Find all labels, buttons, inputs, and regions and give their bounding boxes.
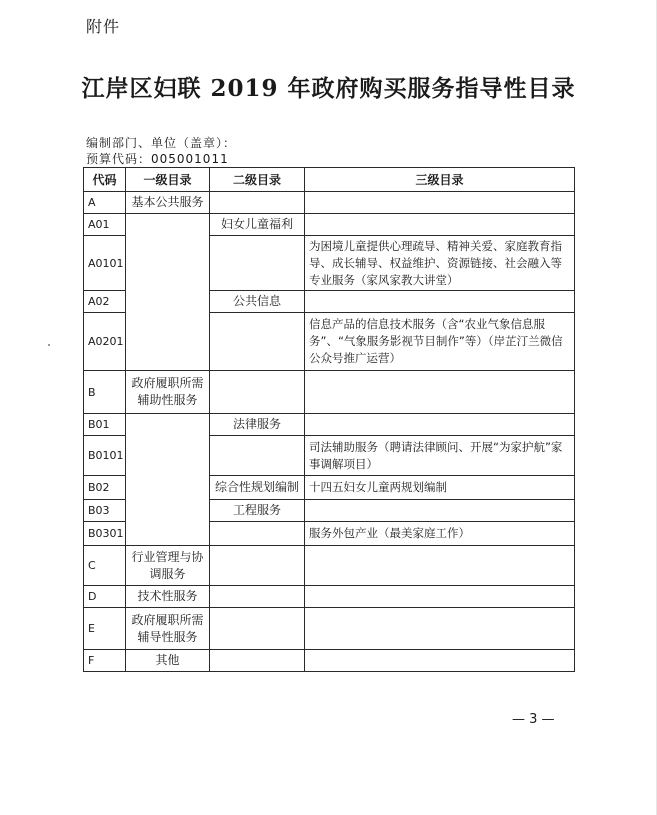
row-level3: 信息产品的信息技术服务（含“农业气象信息服务”、“气象服务影视节目制作”等）（岸芷汀兰微信公众号推广运营） xyxy=(305,313,575,371)
row-code: D xyxy=(84,586,126,608)
row-level2 xyxy=(210,546,305,586)
department-line: 编制部门、单位（盖章）： xyxy=(86,136,237,150)
row-code: B03 xyxy=(84,500,126,522)
budget-code-line: 预算代码：005001011 xyxy=(86,152,229,166)
row-code: B0101 xyxy=(84,436,126,476)
row-code: F xyxy=(84,650,126,672)
row-level1-merged xyxy=(126,414,210,546)
row-code: B02 xyxy=(84,476,126,500)
row-level3 xyxy=(305,414,575,436)
row-code: A xyxy=(84,192,126,214)
header-level3: 三级目录 xyxy=(305,168,575,192)
row-level1: 基本公共服务 xyxy=(126,192,210,214)
table-row xyxy=(84,650,575,672)
row-level3 xyxy=(305,546,575,586)
row-code: C xyxy=(84,546,126,586)
row-level2 xyxy=(210,436,305,476)
row-level2 xyxy=(210,650,305,672)
row-level2: 妇女儿童福利 xyxy=(210,214,305,236)
row-code: A02 xyxy=(84,291,126,313)
row-level2: 工程服务 xyxy=(210,500,305,522)
row-code: A0201 xyxy=(84,313,126,371)
header-level2: 二级目录 xyxy=(210,168,305,192)
row-level2: 法律服务 xyxy=(210,414,305,436)
row-code: A0101 xyxy=(84,236,126,291)
scan-mark xyxy=(48,344,50,346)
catalog-table xyxy=(83,167,575,672)
row-level3: 十四五妇女儿童两规划编制 xyxy=(305,476,575,500)
document-title: 江岸区妇联 2019 年政府购买服务指导性目录 xyxy=(81,75,576,102)
row-level1: 技术性服务 xyxy=(126,586,210,608)
row-level2 xyxy=(210,608,305,650)
table-row xyxy=(84,371,575,414)
table-row xyxy=(84,608,575,650)
table-row xyxy=(84,214,575,236)
row-level3 xyxy=(305,214,575,236)
row-level1: 行业管理与协调服务 xyxy=(126,546,210,586)
row-level3 xyxy=(305,192,575,214)
row-level3 xyxy=(305,291,575,313)
table-row xyxy=(84,546,575,586)
row-level3: 服务外包产业（最美家庭工作） xyxy=(305,522,575,546)
row-level1: 其他 xyxy=(126,650,210,672)
attachment-label: 附件 xyxy=(86,17,121,36)
row-level1: 政府履职所需辅助性服务 xyxy=(126,371,210,414)
table-header-row xyxy=(84,168,575,192)
row-code: E xyxy=(84,608,126,650)
row-level2 xyxy=(210,586,305,608)
row-level3 xyxy=(305,650,575,672)
row-level3 xyxy=(305,586,575,608)
table-row xyxy=(84,414,575,436)
header-level1: 一级目录 xyxy=(126,168,210,192)
row-level2 xyxy=(210,371,305,414)
row-level1: 政府履职所需辅导性服务 xyxy=(126,608,210,650)
row-level2: 综合性规划编制 xyxy=(210,476,305,500)
row-level2 xyxy=(210,313,305,371)
row-level3 xyxy=(305,608,575,650)
row-code: B01 xyxy=(84,414,126,436)
row-level2: 公共信息 xyxy=(210,291,305,313)
row-level3 xyxy=(305,371,575,414)
table-row xyxy=(84,586,575,608)
row-code: B xyxy=(84,371,126,414)
row-code: A01 xyxy=(84,214,126,236)
row-level2 xyxy=(210,236,305,291)
row-level2 xyxy=(210,192,305,214)
row-level3 xyxy=(305,500,575,522)
row-level1-merged xyxy=(126,214,210,371)
header-code: 代码 xyxy=(84,168,126,192)
row-level2 xyxy=(210,522,305,546)
row-level3: 司法辅助服务（聘请法律顾问、开展“为家护航”家事调解项目） xyxy=(305,436,575,476)
row-code: B0301 xyxy=(84,522,126,546)
row-level3: 为困境儿童提供心理疏导、精神关爱、家庭教育指导、成长辅导、权益维护、资源链接、社会融入等专业服务（家风家教大讲堂） xyxy=(305,236,575,291)
page-number: — 3 — xyxy=(512,712,555,727)
table-row xyxy=(84,192,575,214)
